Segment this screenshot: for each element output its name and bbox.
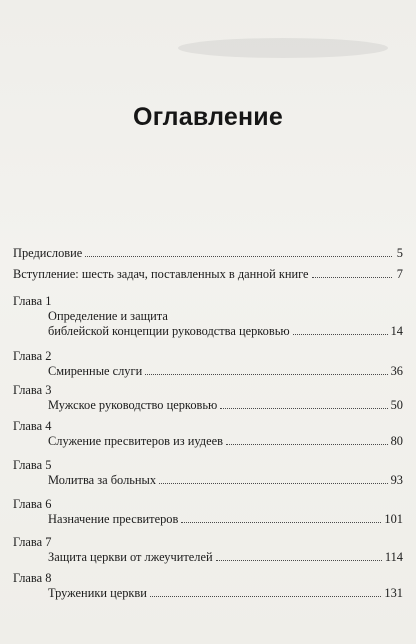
- toc-page-number: 131: [384, 586, 403, 600]
- dot-leader: [181, 522, 381, 523]
- toc-page-number: 93: [390, 473, 403, 487]
- toc-entry-title-line-2: библейской концепции руководства церковью: [48, 324, 290, 338]
- chapter-label: Глава 3: [13, 383, 52, 397]
- dot-leader: [293, 334, 388, 335]
- toc-entry-title: Мужское руководство церковью: [48, 398, 218, 412]
- toc-page-number: 7: [396, 267, 403, 281]
- toc-entry-title: Служение пресвитеров из иудеев: [48, 434, 223, 448]
- chapter-label: Глава 7: [13, 535, 52, 549]
- toc-entry-title: Молитва за больных: [48, 473, 157, 487]
- toc-entry-title: Смиренные слуги: [48, 364, 143, 378]
- toc-entry-title: Труженики церкви: [48, 586, 147, 600]
- toc-entry-chapter-1[interactable]: [48, 324, 403, 339]
- toc-page-number: 50: [390, 398, 403, 412]
- toc-entry-preface[interactable]: [13, 246, 403, 261]
- dot-leader: [312, 277, 392, 278]
- toc-entry-chapter-4[interactable]: [48, 434, 403, 449]
- dot-leader: [220, 408, 387, 409]
- chapter-label: Глава 8: [13, 571, 52, 585]
- toc-entry-chapter-8[interactable]: [48, 586, 403, 601]
- toc-page-number: 5: [396, 246, 403, 260]
- dot-leader: [145, 374, 387, 375]
- dot-leader: [226, 444, 388, 445]
- toc-entry-title: Защита церкви от лжеучителей: [48, 550, 213, 564]
- toc-page-number: 114: [384, 550, 403, 564]
- chapter-label: Глава 4: [13, 419, 52, 433]
- dot-leader: [85, 256, 392, 257]
- toc-page-number: 36: [390, 364, 403, 378]
- toc-page-number: 14: [390, 324, 403, 338]
- page-title: Оглавление: [133, 103, 283, 131]
- toc-entry-title: Вступление: шесть задач, поставленных в данной книге: [13, 267, 309, 281]
- toc-entry-chapter-3[interactable]: [48, 398, 403, 413]
- dot-leader: [159, 483, 388, 484]
- dot-leader: [216, 560, 382, 561]
- toc-entry-introduction[interactable]: [13, 267, 403, 282]
- toc-entry-chapter-7[interactable]: [48, 550, 403, 565]
- toc-entry-chapter-2[interactable]: [48, 364, 403, 379]
- toc-entry-chapter-6[interactable]: [48, 512, 403, 527]
- toc-entry-title-line-1: Определение и защита: [48, 309, 168, 323]
- chapter-label: Глава 5: [13, 458, 52, 472]
- toc-entry-title: Назначение пресвитеров: [48, 512, 179, 526]
- chapter-label: Глава 6: [13, 497, 52, 511]
- toc-page-number: 80: [390, 434, 403, 448]
- chapter-label: Глава 1: [13, 294, 52, 308]
- toc-entry-chapter-5[interactable]: [48, 473, 403, 488]
- toc-entry-title: Предисловие: [13, 246, 83, 260]
- chapter-label: Глава 2: [13, 349, 52, 363]
- dot-leader: [150, 596, 382, 597]
- toc-page-number: 101: [384, 512, 403, 526]
